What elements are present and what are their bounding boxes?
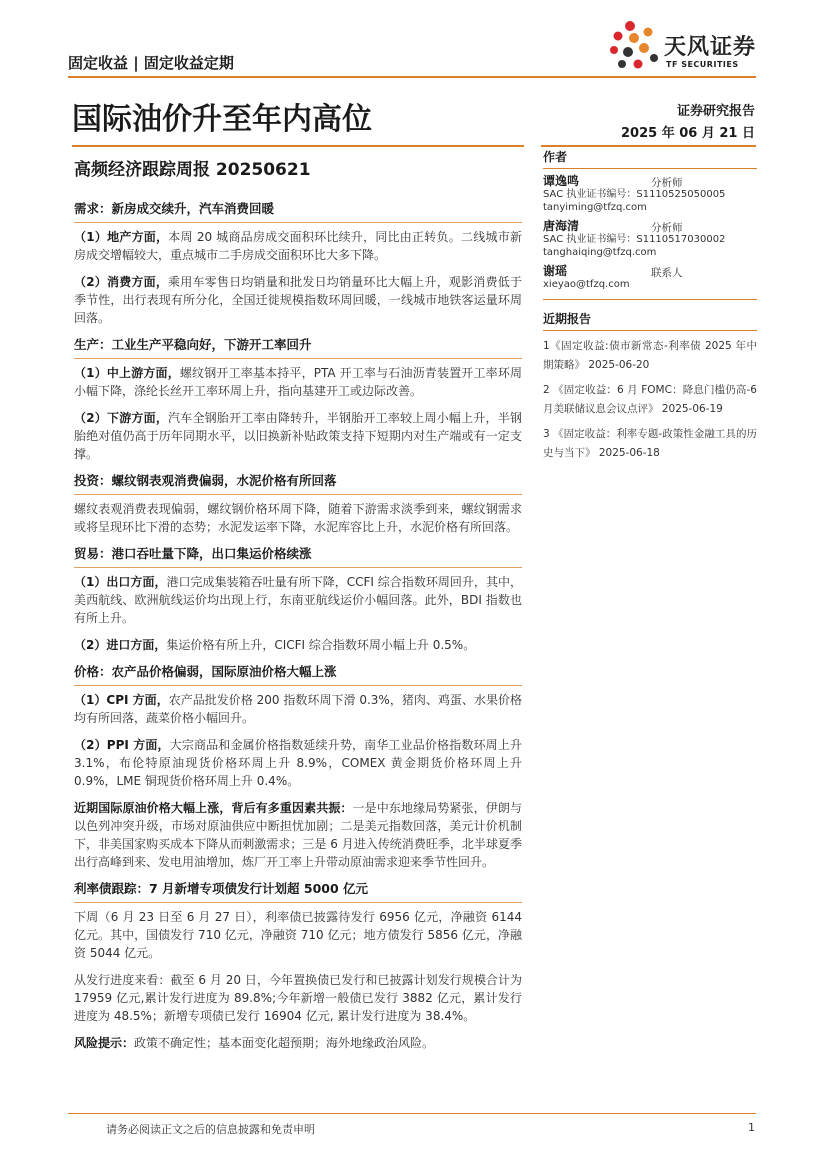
page-title: 国际油价升至年内高位 — [72, 102, 372, 137]
section-production — [74, 336, 522, 463]
recent-report-link[interactable]: 1《固定收益:债市新常态-利率债 2025 年中期策略》 2025-06-20 — [543, 340, 757, 371]
section-rates — [74, 880, 522, 1025]
paragraph: 螺纹表观消费表现偏弱，螺纹钢价格环周下降，随着下游需求淡季到来，螺纹钢需求或将呈现环比下滑的态势；水泥发运率下降，水泥库容比上升，水泥价格有所回落。 — [74, 502, 522, 534]
analyst-email[interactable]: xieyao@tfzq.com — [543, 279, 630, 290]
top-divider — [68, 76, 756, 78]
analyst-email[interactable]: tanyiming@tfzq.com — [543, 202, 647, 213]
analyst-name: 谢瑶 — [543, 264, 568, 278]
analyst-cert: SAC 执业证书编号：S1110517030002 — [543, 234, 726, 245]
sidebar-divider — [543, 299, 757, 300]
paragraph: （1）中上游方面，螺纹钢开工率基本持平，PTA 开工率与石油沥青装置开工率环周小幅下降，涤纶长丝开工率环周上升，指向基建开工或边际改善。 — [74, 366, 522, 398]
paragraph: （2）进口方面，集运价格有所上升，CICFI 综合指数环周小幅上升 0.5%。 — [74, 638, 476, 652]
analyst-role: 联系人 — [651, 267, 683, 279]
page-number: 1 — [748, 1121, 755, 1134]
analyst-role: 分析师 — [651, 177, 683, 189]
report-date: 2025 年 06 月 21 日 — [621, 126, 755, 141]
paragraph: （1）地产方面，本周 20 城商品房成交面积环比续升，同比由正转负。二线城市新房成交增幅较大，重点城市二手房成交面积环比大多下降。 — [74, 230, 522, 262]
brand-name: 天风证券 — [664, 35, 757, 60]
analyst-name: 谭逸鸣 — [543, 174, 580, 188]
report-subtitle: 高频经济跟踪周报 20250621 — [74, 160, 311, 180]
paragraph: （1）CPI 方面，农产品批发价格 200 指数环周下滑 0.3%，猪肉、鸡蛋、水果价格均有所回落，蔬菜价格小幅回升。 — [74, 693, 522, 725]
report-type: 证券研究报告 — [676, 104, 755, 119]
section-heading: 贸易：港口吞吐量下降，出口集运价格续涨 — [74, 545, 522, 568]
paragraph: （2）PPI 方面，大宗商品和金属价格指数延续升势，南华工业品价格指数环周上升 3.1%，布伦特原油现货价格环周上升 8.9%，COMEX 黄金期货价格环周上升 0.9%，LME 铜现货价格环周上升 0.4%。 — [74, 738, 522, 788]
main-content — [74, 200, 522, 1061]
section-price — [74, 663, 522, 871]
section-demand — [74, 200, 522, 327]
analyst-cert: SAC 执业证书编号：S1110525050005 — [543, 189, 726, 200]
analyst-card — [543, 265, 757, 291]
footer-divider — [68, 1113, 756, 1114]
recent-report-link[interactable]: 2 《固定收益：6 月 FOMC：降息门槛仍高-6 月美联储议息会议点评》 2025-06-19 — [543, 384, 757, 415]
authors-title: 作者 — [543, 145, 757, 169]
analyst-name: 唐海清 — [543, 219, 580, 233]
section-heading: 需求：新房成交续升，汽车消费回暖 — [74, 200, 522, 223]
recent-report-link[interactable]: 3 《固定收益：利率专题-政策性金融工具的历史与当下》 2025-06-18 — [543, 428, 757, 459]
section-heading: 价格：农产品价格偏弱，国际原油价格大幅上涨 — [74, 663, 522, 686]
footer-disclaimer: 请务必阅读正文之后的信息披露和免责申明 — [106, 1123, 315, 1136]
section-heading: 利率债跟踪：7 月新增专项债发行计划超 5000 亿元 — [74, 880, 522, 903]
company-logo — [608, 20, 768, 72]
paragraph: （2）下游方面，汽车全钢胎开工率由降转升，半钢胎开工率较上周小幅上升，半钢胎绝对值仍高于历年同期水平，以旧换新补贴政策支持下短期内对生产端或有一定支撑。 — [74, 411, 522, 461]
risk-warning: 风险提示：政策不确定性；基本面变化超预期；海外地缘政治风险。 — [74, 1036, 435, 1050]
paragraph: 下周（6 月 23 日至 6 月 27 日），利率债已披露待发行 6956 亿元，净融资 6144 亿元。其中，国债发行 710 亿元，净融资 710 亿元；地方债发行 5856 亿元，净融资 5044 亿元。 — [74, 910, 522, 960]
paragraph: （2）消费方面，乘用车零售日均销量和批发日均销量环比大幅上升，观影消费低于季节性，出行表现有所分化，全国迁徙规模指数环周回暖，一线城市地铁客运量环周回落。 — [74, 275, 522, 325]
paragraph: （1）出口方面，港口完成集装箱吞吐量有所下降，CCFI 综合指数环周回升，其中，美西航线、欧洲航线运价均出现上行，东南亚航线运价小幅回落。此外，BDI 指数也有所上升。 — [74, 575, 522, 625]
brand-name-en: TF SECURITIES — [666, 60, 739, 69]
analyst-card — [543, 175, 757, 214]
analyst-role: 分析师 — [651, 222, 683, 234]
section-heading: 生产：工业生产平稳向好，下游开工率回升 — [74, 336, 522, 359]
sidebar — [543, 145, 757, 463]
section-investment — [74, 472, 522, 536]
section-trade — [74, 545, 522, 654]
title-divider — [72, 145, 524, 147]
report-category: 固定收益 | 固定收益定期 — [68, 54, 234, 72]
logo-dots-icon — [608, 20, 660, 72]
analyst-email[interactable]: tanghaiqing@tfzq.com — [543, 247, 657, 258]
recent-reports-title: 近期报告 — [543, 310, 757, 331]
paragraph: 从发行进度来看：截至 6 月 20 日，今年置换债已发行和已披露计划发行规模合计为 17959 亿元,累计发行进度为 89.8%;今年新增一般债已发行 3882 亿元，累计发行进度为 48.5%；新增专项债已发行 16904 亿元, 累计发行进度为 38.4%。 — [74, 973, 522, 1023]
section-heading: 投资：螺纹钢表观消费偏弱，水泥价格有所回落 — [74, 472, 522, 495]
paragraph: 近期国际原油价格大幅上涨，背后有多重因素共振：一是中东地缘局势紧张，伊朗与以色列冲突升级，市场对原油供应中断担忧加剧；二是美元指数回落，美元计价机制下，非美国家购买成本下降从而刺激需求；三是 6 月进入传统消费旺季，北半球夏季出行高峰到来、发电用油增加，炼厂开工率上升带动原油需求迎来季节性回升。 — [74, 801, 522, 869]
analyst-card — [543, 220, 757, 259]
